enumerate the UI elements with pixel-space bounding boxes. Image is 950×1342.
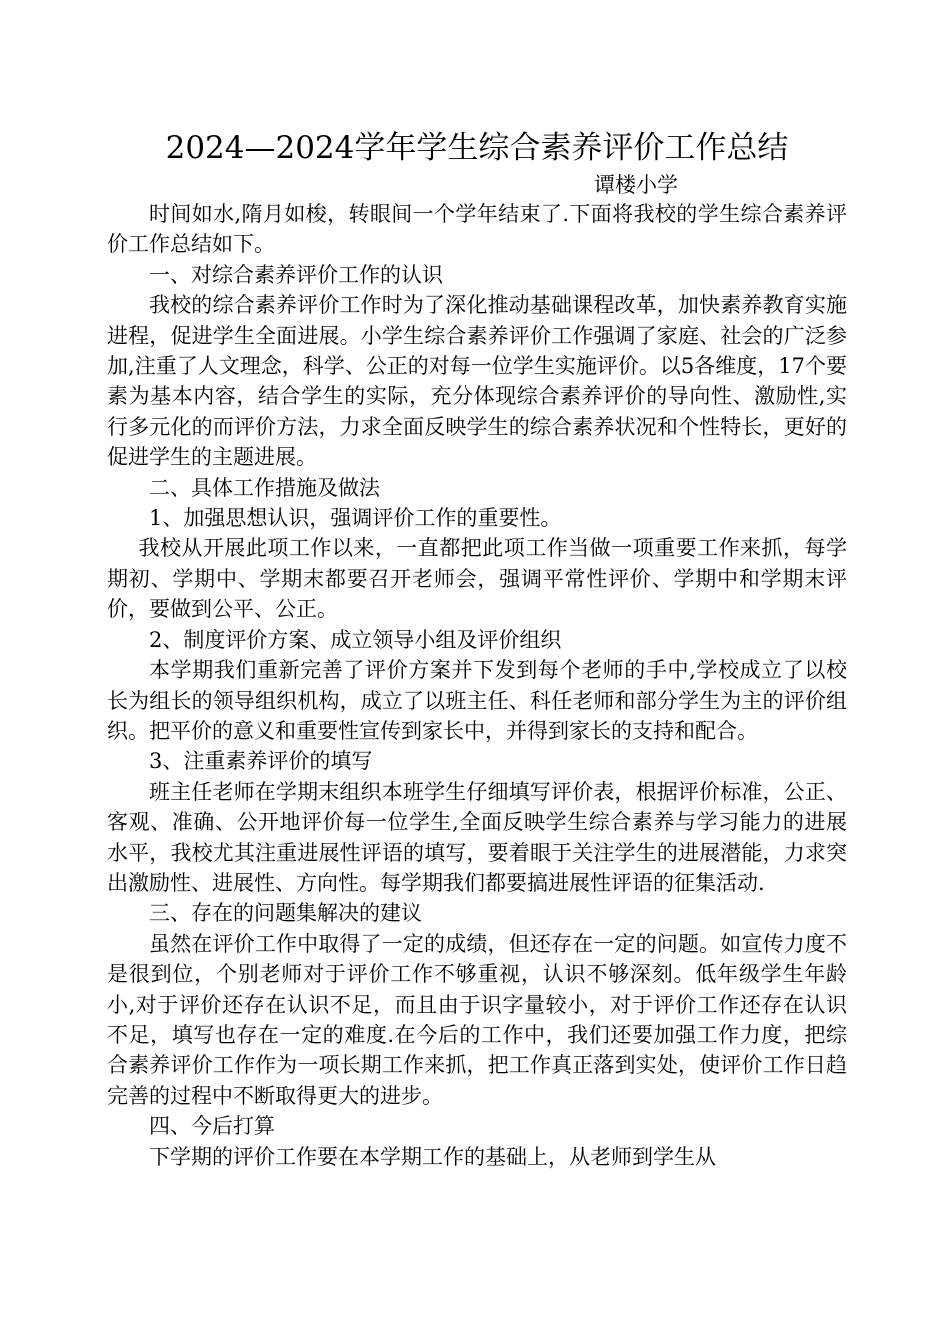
section-2-item-3-paragraph: 班主任老师在学期末组织本班学生仔细填写评价表，根据评价标准，公正、客观、准确、公开地评价每一位学生,全面反映学生综合素养与学习能力的进展水平，我校尤其注重进展性评语的填写，要着眼于关注学生的进展潜能，力求突出激励性、进展性、方向性。每学期我们都要搞进展性评语的征集活动. bbox=[107, 779, 847, 895]
intro-paragraph: 时间如水,隋月如梭，转眼间一个学年结束了.下面将我校的学生综合素养评价工作总结如下。 bbox=[107, 202, 847, 257]
section-2-heading: 二、具体工作措施及做法 bbox=[149, 475, 380, 500]
document-title: 2024—2024学年学生综合素养评价工作总结 bbox=[165, 130, 789, 166]
section-3-heading: 三、存在的问题集解决的建议 bbox=[149, 901, 422, 926]
document-page bbox=[107, 128, 847, 1172]
section-2-item-3-heading: 3、注重素养评价的填写 bbox=[149, 749, 373, 774]
school-name: 谭楼小学 bbox=[594, 173, 678, 197]
section-2-item-1-paragraph: 我校从开展此项工作以来，一直都把此项工作当做一项重要工作来抓，每学期初、学期中、学期末都要召开老师会，强调平常性评价、学期中和学期末评价，要做到公平、公正。 bbox=[107, 536, 847, 622]
section-1-heading: 一、对综合素养评价工作的认识 bbox=[149, 262, 443, 287]
section-2-item-2-paragraph: 本学期我们重新完善了评价方案并下发到每个老师的手中,学校成立了以校长为组长的领导组织机构，成立了以班主任、科任老师和部分学生为主的评价组织。把平价的意义和重要性宣传到家长中，并得到家长的支持和配合。 bbox=[107, 658, 847, 743]
section-4-heading: 四、今后打算 bbox=[149, 1114, 275, 1139]
section-2-item-2-heading: 2、制度评价方案、成立领导小组及评价组织 bbox=[149, 627, 562, 652]
document-body bbox=[107, 199, 847, 1172]
section-3-paragraph: 虽然在评价工作中取得了一定的成绩，但还存在一定的问题。如宣传力度不是很到位，个别老师对于评价工作不够重视，认识不够深刻。低年级学生年龄小,对于评价还存在认识不足，而且由于识字量较小，对于评价工作还存在认识不足，填写也存在一定的难度.在今后的工作中，我们还要加强工作力度，把综合素养评价工作作为一项长期工作来抓，把工作真正落到实处，使评价工作日趋完善的过程中不断取得更大的进步。 bbox=[107, 931, 847, 1108]
section-2-item-1-heading: 1、加强思想认识，强调评价工作的重要性。 bbox=[149, 506, 562, 531]
section-4-paragraph: 下学期的评价工作要在本学期工作的基础上，从老师到学生从 bbox=[149, 1144, 716, 1169]
section-1-paragraph: 我校的综合素养评价工作时为了深化推动基础课程改革，加快素养教育实施进程，促进学生全面进展。小学生综合素养评价工作强调了家庭、社会的广泛参加,注重了人文理念，科学、公正的对每一位学生实施评价。以5各维度，17个要素为基本内容，结合学生的实际，充分体现综合素养评价的导向性、激励性,实行多元化的而评价方法，力求全面反映学生的综合素养状况和个性特长，更好的促进学生的主题进展。 bbox=[107, 293, 847, 470]
